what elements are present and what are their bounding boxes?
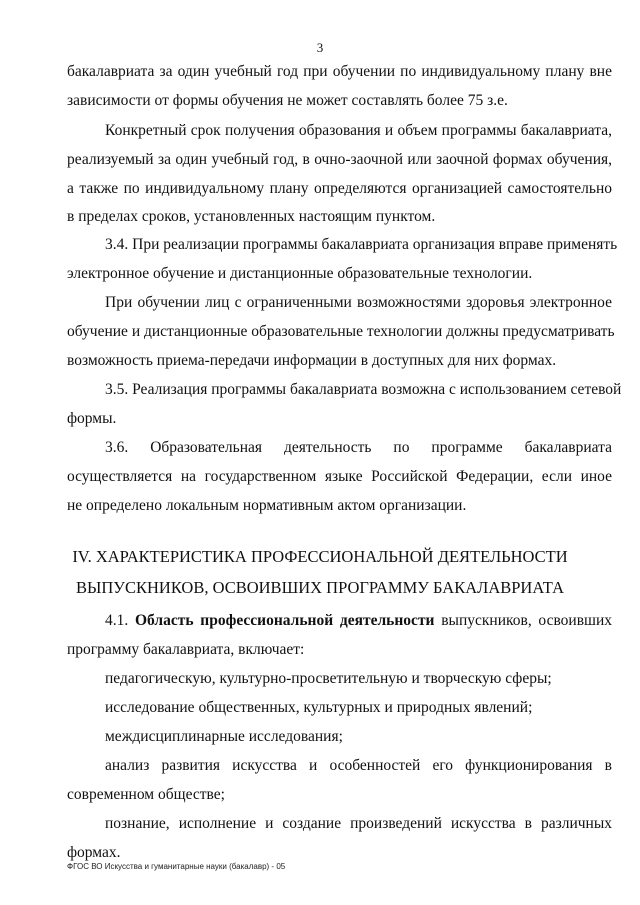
- paragraph-line: в пределах сроков, установленных настоящим пунктом.: [67, 208, 436, 225]
- paragraph-line: зависимости от формы обучения не может составлять более 75 з.е.: [67, 92, 508, 109]
- paragraph-line: 3.5. Реализация программы бакалавриата возможна с использованием сетевой: [105, 381, 622, 398]
- paragraph-line: электронное обучение и дистанционные образовательные технологии.: [67, 265, 533, 282]
- list-item: анализ развития искусства и особенностей его функционирования в: [105, 757, 612, 774]
- section-heading: ВЫПУСКНИКОВ, ОСВОИВШИХ ПРОГРАММУ БАКАЛАВРИАТА: [76, 578, 564, 597]
- paragraph-line: реализуемый за один учебный год, в очно-заочной или заочной формах обучения,: [67, 151, 612, 168]
- paragraph-line: Конкретный срок получения образования и объем программы бакалавриата,: [105, 122, 612, 139]
- section-heading: IV. ХАРАКТЕРИСТИКА ПРОФЕССИОНАЛЬНОЙ ДЕЯТЕЛЬНОСТИ: [72, 547, 568, 566]
- bold-term: Область профессиональной деятельности: [135, 612, 435, 629]
- list-item: познание, исполнение и создание произведений искусства в различных: [105, 815, 612, 832]
- paragraph-line: а также по индивидуальному плану определяются организацией самостоятельно: [67, 180, 612, 197]
- term-continuation: выпускников, освоивших: [441, 612, 613, 629]
- paragraph-line: программу бакалавриата, включает:: [67, 641, 305, 658]
- list-item: исследование общественных, культурных и природных явлений;: [105, 699, 533, 716]
- paragraph-line: осуществляется на государственном языке Российской Федерации, если иное: [67, 468, 612, 485]
- paragraph-line: бакалавриата за один учебный год при обучении по индивидуальному плану вне: [67, 63, 612, 80]
- section-4-1-line: [105, 612, 612, 630]
- paragraph-line: возможность приема-передачи информации в доступных для них формах.: [67, 352, 557, 369]
- list-item-continuation: современном обществе;: [67, 786, 225, 803]
- list-item: педагогическую, культурно-просветительную и творческую сферы;: [105, 670, 552, 687]
- page-number: 3: [316, 40, 324, 55]
- paragraph-line: не определено локальным нормативным актом организации.: [67, 497, 467, 514]
- paragraph-line: 3.6. Образовательная деятельность по программе бакалавриата: [105, 439, 612, 456]
- paragraph-line: 3.4. При реализации программы бакалавриата организация вправе применять: [105, 236, 618, 253]
- document-footer: ФГОС ВО Искусства и гуманитарные науки (бакалавр) - 05: [67, 862, 286, 871]
- list-item: междисциплинарные исследования;: [105, 728, 343, 745]
- section-number: 4.1.: [105, 612, 129, 629]
- paragraph-line: формы.: [67, 410, 117, 427]
- list-item-continuation: формах.: [67, 844, 121, 861]
- paragraph-line: При обучении лиц с ограниченными возможностями здоровья электронное: [105, 294, 612, 311]
- paragraph-line: обучение и дистанционные образовательные технологии должны предусматривать: [67, 323, 615, 340]
